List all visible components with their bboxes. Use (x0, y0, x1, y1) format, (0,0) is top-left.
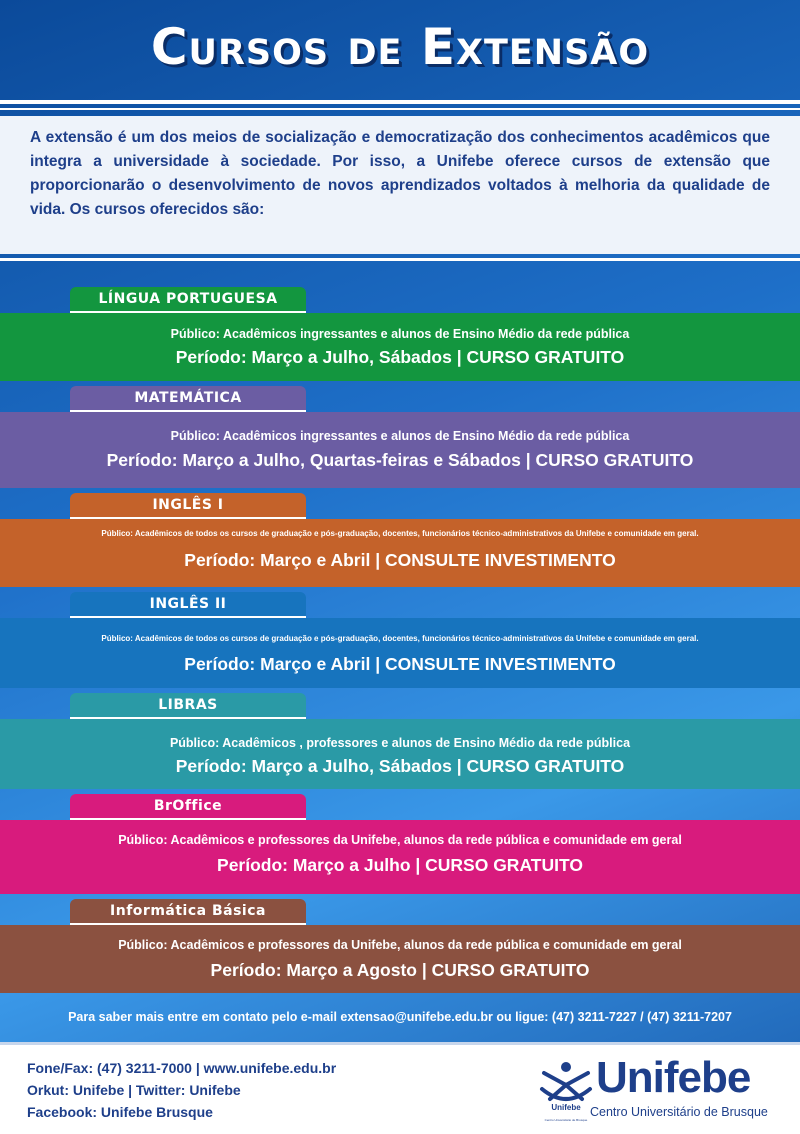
logo-subtitle: Centro Universitário de Brusque (590, 1105, 768, 1119)
course-public: Público: Acadêmicos de todos os cursos de graduação e pós-graduação, docentes, funcionários técnico-administrativos da Unifebe e comunidade em geral. (101, 529, 699, 538)
intro-box (0, 116, 800, 254)
course-name: INGLÊS II (149, 596, 227, 612)
course-public: Público: Acadêmicos de todos os cursos de graduação e pós-graduação, docentes, funcionários técnico-administrativos da Unifebe e comunidade em geral. (101, 634, 699, 643)
course-public: Público: Acadêmicos e professores da Unifebe, alunos da rede pública e comunidade em geral (118, 833, 682, 847)
course-tab-informatica-basica (70, 899, 306, 925)
footer-facebook: Facebook: Unifebe Brusque (27, 1104, 213, 1120)
course-band-ingles-1 (0, 519, 800, 587)
course-period: Período: Março a Julho, Sábados | CURSO GRATUITO (175, 756, 625, 776)
course-name: Informática Básica (110, 903, 266, 919)
course-band-libras (0, 719, 800, 789)
course-tab-ingles-1 (70, 493, 306, 519)
footer (0, 1042, 800, 1134)
course-period: Período: Março a Agosto | CURSO GRATUITO (210, 960, 590, 980)
course-band-broffice (0, 820, 800, 894)
course-tab-lingua-portuguesa (70, 287, 306, 313)
divider (0, 258, 800, 261)
course-period: Período: Março e Abril | CONSULTE INVESTIMENTO (184, 654, 616, 674)
course-name: BrOffice (153, 798, 223, 814)
course-tab-ingles-2 (70, 592, 306, 618)
unifebe-logo-icon (538, 1059, 594, 1127)
course-name: INGLÊS I (152, 497, 224, 513)
logo-mark-label: Unifebe (551, 1103, 581, 1112)
course-public: Público: Acadêmicos ingressantes e alunos de Ensino Médio da rede pública (170, 429, 630, 443)
course-name: MATEMÁTICA (134, 390, 242, 406)
footer-phone-site: Fone/Fax: (47) 3211-7000 | www.unifebe.edu.br (27, 1060, 337, 1076)
course-band-ingles-2 (0, 618, 800, 688)
page-title: Cursos de Extensão (150, 18, 650, 76)
course-band-informatica-basica (0, 925, 800, 993)
course-period: Período: Março a Julho, Sábados | CURSO GRATUITO (175, 347, 625, 367)
divider (0, 100, 800, 104)
course-period: Período: Março e Abril | CONSULTE INVESTIMENTO (184, 550, 616, 570)
logo-name: Unifebe (596, 1053, 751, 1102)
intro-text: A extensão é um dos meios de socialização e democratização dos conhecimentos acadêmicos que integra a universidade à sociedade. Por isso, a Unifebe oferece cursos de extensão que proporcionarão o desenvolvimento de novos aprendizados voltados à melhoria da qualidade de vida. Os cursos oferecidos são: (30, 129, 770, 218)
divider (0, 108, 800, 110)
course-period: Período: Março a Julho | CURSO GRATUITO (217, 855, 583, 875)
contact-text: Para saber mais entre em contato pelo e-mail extensao@unifebe.edu.br ou ligue: (47) 3211-7227 / (47) 3211-7207 (68, 1010, 732, 1024)
course-tab-broffice (70, 794, 306, 820)
course-tab-matematica (70, 386, 306, 412)
course-tab-libras (70, 693, 306, 719)
course-public: Público: Acadêmicos ingressantes e alunos de Ensino Médio da rede pública (170, 327, 630, 341)
course-band-matematica (0, 412, 800, 488)
footer-social: Orkut: Unifebe | Twitter: Unifebe (27, 1082, 241, 1098)
course-band-lingua-portuguesa (0, 313, 800, 381)
course-period: Período: Março a Julho, Quartas-feiras e Sábados | CURSO GRATUITO (106, 450, 694, 470)
course-public: Público: Acadêmicos e professores da Unifebe, alunos da rede pública e comunidade em geral (118, 938, 682, 952)
course-public: Público: Acadêmicos , professores e alunos de Ensino Médio da rede pública (169, 736, 631, 750)
logo-mark-sub: Centro Universitário de Brusque (544, 1118, 588, 1122)
course-name: LÍNGUA PORTUGUESA (98, 291, 278, 307)
course-name: LIBRAS (158, 697, 218, 713)
